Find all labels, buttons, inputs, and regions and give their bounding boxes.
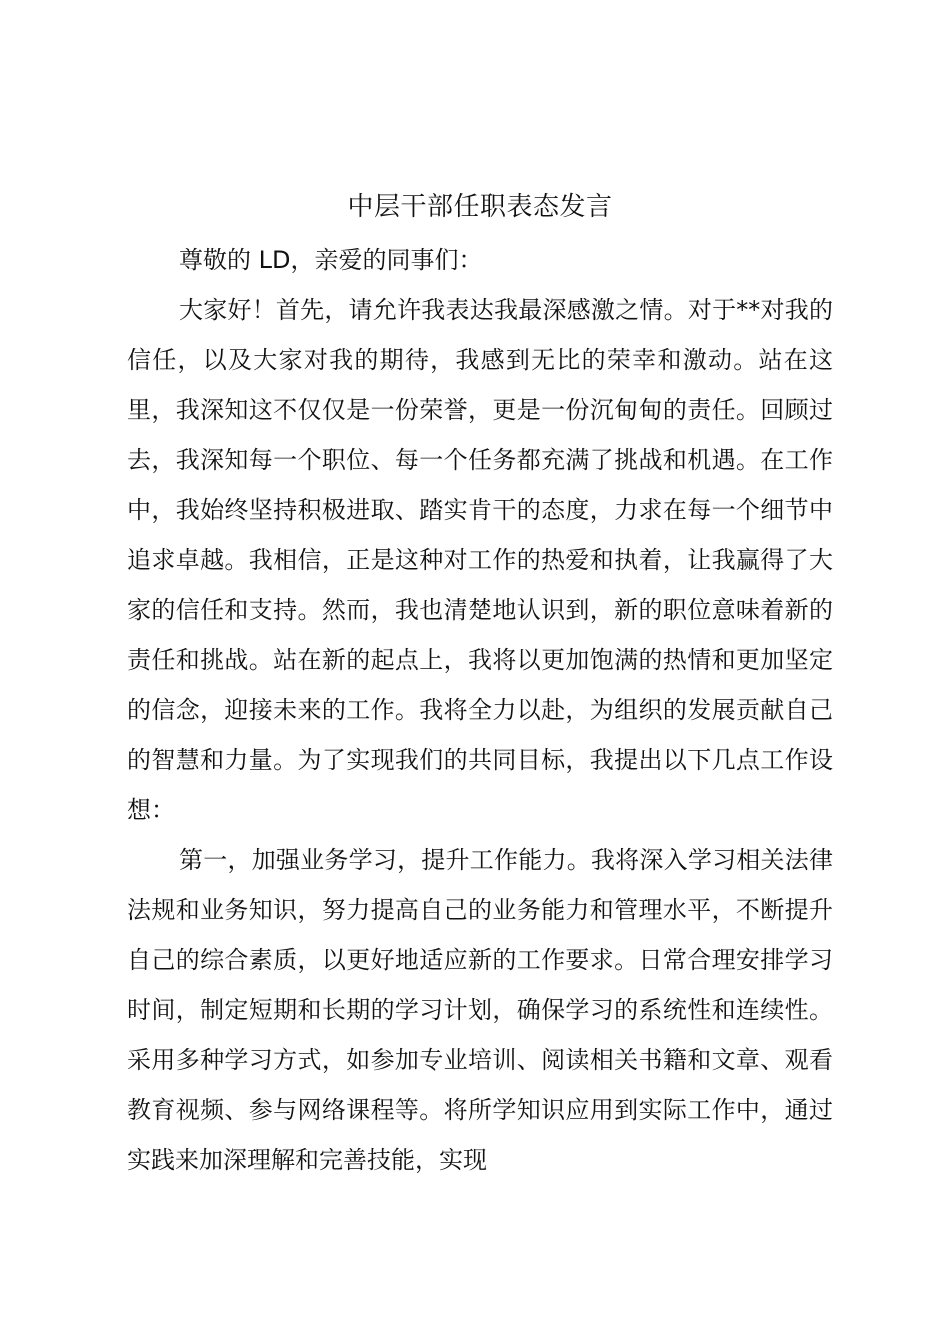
paragraph-opening: 大家好！首先，请允许我表达我最深感激之情。对于**对我的信任，以及大家对我的期待，我感到无比的荣幸和激动。站在这里，我深知这不仅仅是一份荣誉，更是一份沉甸甸的责任。回顾过去，我深知每一个职位、每一个任务都充满了挑战和机遇。在工作中，我始终坚持积极进取、踏实肯干的态度，力求在每一个细节中追求卓越。我相信，正是这种对工作的热爱和执着，让我赢得了大家的信任和支持。然而，我也清楚地认识到，新的职位意味着新的责任和挑战。站在新的起点上，我将以更加饱满的热情和更加坚定的信念，迎接未来的工作。我将全力以赴，为组织的发展贡献自己的智慧和力量。为了实现我们的共同目标，我提出以下几点工作设想：: [127, 296, 833, 824]
document-title: 中层干部任职表态发言: [347, 192, 613, 222]
paragraph-first-point: 第一，加强业务学习，提升工作能力。我将深入学习相关法律法规和业务知识，努力提高自己的业务能力和管理水平，不断提升自己的综合素质，以更好地适应新的工作要求。日常合理安排学习时间，制定短期和长期的学习计划，确保学习的系统性和连续性。采用多种学习方式，如参加专业培训、阅读相关书籍和文章、观看教育视频、参与网络课程等。将所学知识应用到实际工作中，通过实践来加深理解和完善技能，实现: [127, 846, 833, 1174]
salutation: 尊敬的 LD，亲爱的同事们：: [179, 246, 483, 274]
document-page: [127, 185, 833, 1185]
